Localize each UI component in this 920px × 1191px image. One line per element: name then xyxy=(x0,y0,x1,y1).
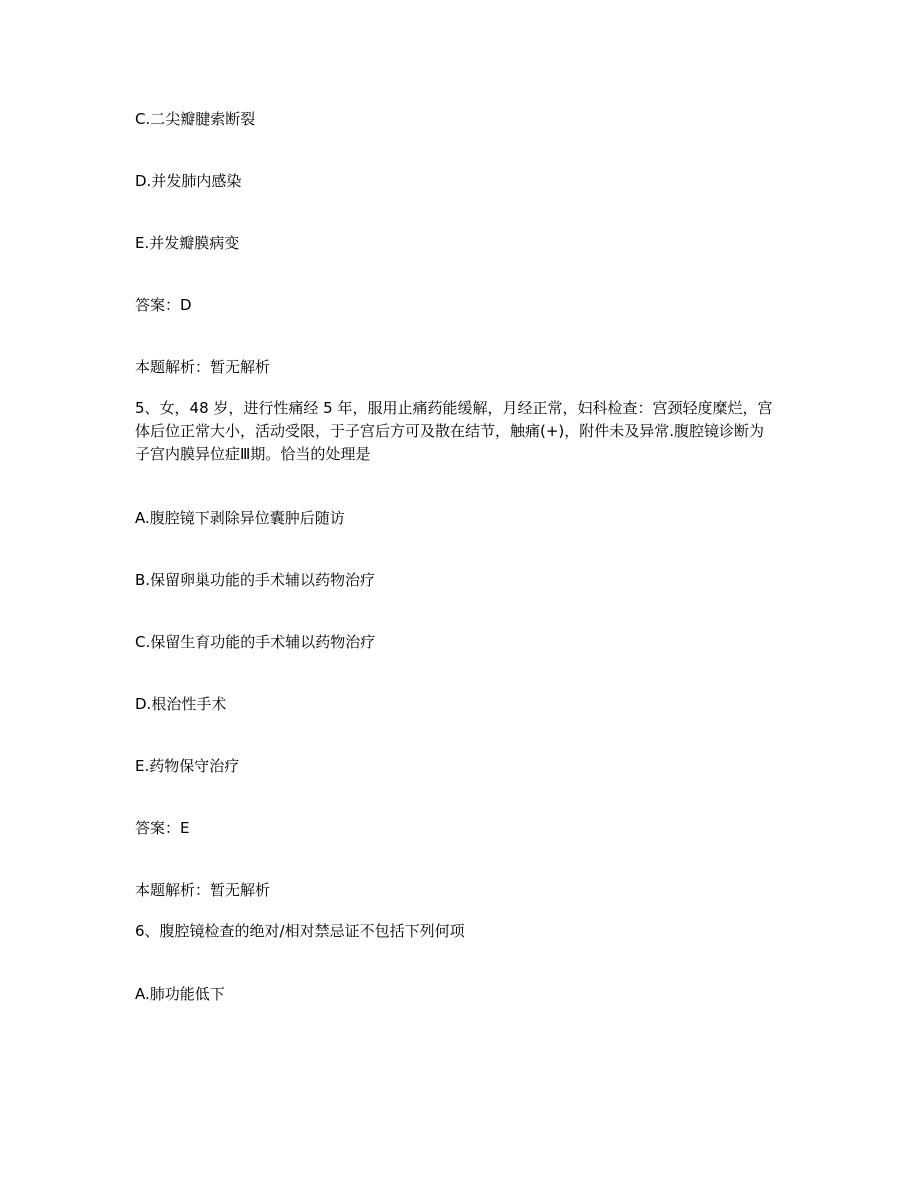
q5-answer: 答案：E xyxy=(135,819,190,837)
q6-option-a: A.肺功能低下 xyxy=(135,985,225,1003)
q5-option-d: D.根治性手术 xyxy=(135,695,227,713)
q4-option-c: C.二尖瓣腱索断裂 xyxy=(135,110,256,128)
q5-option-c: C.保留生育功能的手术辅以药物治疗 xyxy=(135,633,376,651)
q4-option-d: D.并发肺内感染 xyxy=(135,172,242,190)
q5-option-e: E.药物保守治疗 xyxy=(135,757,240,775)
q5-stem: 5、女，48 岁，进行性痛经 5 年，服用止痛药能缓解，月经正常，妇科检查：宫颈轻度糜烂，宫体后位正常大小，活动受限，于子宫后方可及散在结节，触痛(+)，附件未及异常.腹腔镜诊断为子宫内膜异位症Ⅲ期。恰当的处理是 xyxy=(135,399,773,463)
q6-stem: 6、腹腔镜检查的绝对/相对禁忌证不包括下列何项 xyxy=(135,922,465,940)
q4-option-e: E.并发瓣膜病变 xyxy=(135,234,240,252)
q5-option-b: B.保留卵巢功能的手术辅以药物治疗 xyxy=(135,571,376,589)
q5-analysis: 本题解析：暂无解析 xyxy=(135,881,271,899)
q4-analysis: 本题解析：暂无解析 xyxy=(135,358,271,376)
q5-option-a: A.腹腔镜下剥除异位囊肿后随访 xyxy=(135,509,345,527)
q4-answer: 答案：D xyxy=(135,296,192,314)
